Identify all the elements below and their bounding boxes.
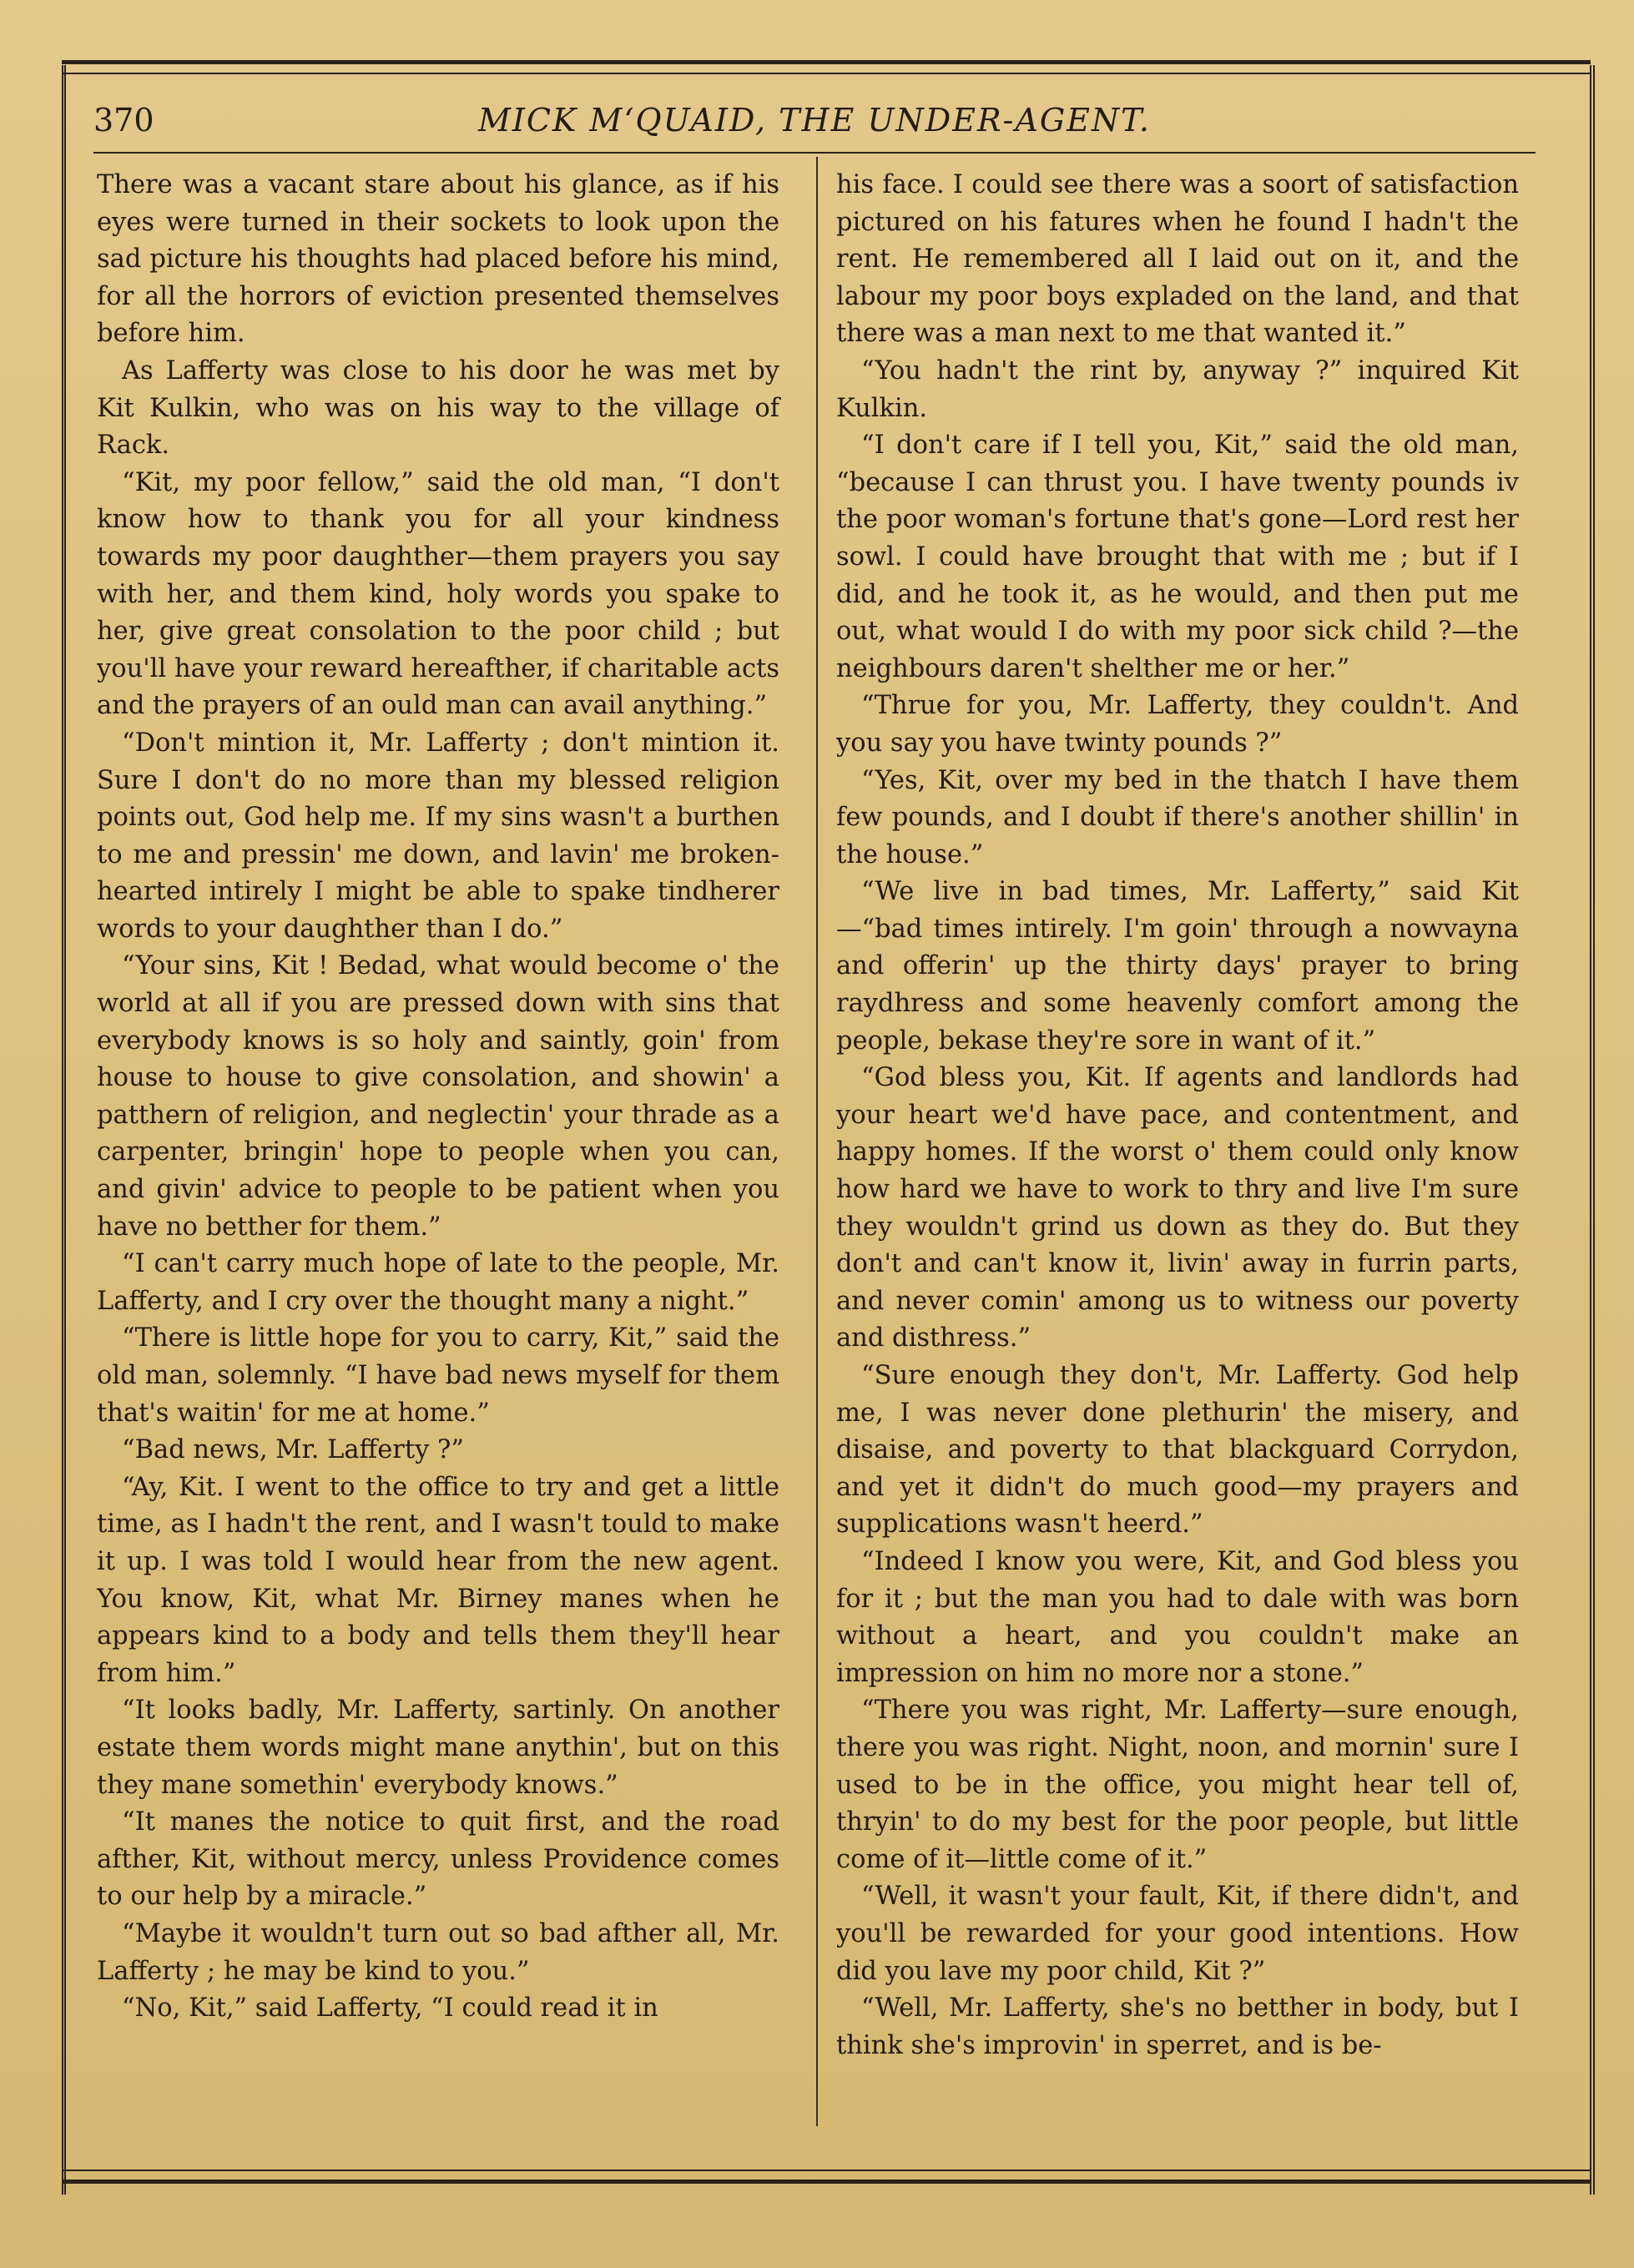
paragraph: “Bad news, Mr. Lafferty ?”	[122, 1435, 464, 1465]
paragraph: “No, Kit,” said Lafferty, “I could read it in	[122, 1993, 658, 2024]
paragraph: “Indeed I know you were, Kit, and God bless you for it ; but the man you had to dale with was born without a heart, and you couldn't make an impression on him no more nor a stone.”	[836, 1546, 1519, 1688]
paragraph: There was a vacant stare about his glance, as if his eyes were turned in their sockets to look upon the sad picture his thoughts had placed before his mind, for all the horrors of eviction presented themselves before him.	[97, 170, 779, 349]
left-column	[97, 167, 779, 2028]
paragraph: “There you was right, Mr. Lafferty—sure enough, there you was right. Night, noon, and mornin' sure I used to be in the office, you might hear tell of, thryin' to do my best for the poor people, but little come of it—little come of it.”	[836, 1696, 1519, 1874]
paragraph: his face. I could see there was a soort of satisfaction pictured on his fatures when he found I hadn't the rent. He remembered all I laid out on it, and the labour my poor boys expladed on the land, and that there was a man next to me that wanted it.”	[836, 170, 1519, 349]
paragraph: “God bless you, Kit. If agents and landlords had your heart we'd have pace, and contentment, and happy homes. If the worst o' them could only know how hard we have to work to thry and live I'm sure they wouldn't grind us down as they do. But they don't and can't know it, livin' away in furrin parts, and never comin' among us to witness our poverty and disthress.”	[836, 1063, 1519, 1353]
paragraph: “Ay, Kit. I went to the office to try and get a little time, as I hadn't the rent, and I wasn't tould to make it up. I was told I would hear from the new agent. You know, Kit, what Mr. Birney manes when he appears kind to a body and tells them they'll hear from him.”	[97, 1472, 779, 1688]
paragraph: “Yes, Kit, over my bed in the thatch I have them few pounds, and I doubt if there's another shillin' in the house.”	[836, 765, 1519, 869]
paragraph: “I don't care if I tell you, Kit,” said the old man, “because I can thrust you. I have twenty pounds iv the poor woman's fortune that's gone—Lord rest her sowl. I could have brought that with me ; but if I did, and he took it, as he would, and then put me out, what would I do with my poor sick child ?—the neighbours daren't shelther me or her.”	[836, 431, 1519, 683]
paragraph: “Thrue for you, Mr. Lafferty, they couldn't. And you say you have twinty pounds ?”	[836, 691, 1519, 758]
running-title: MICK M‘QUAID, THE UNDER-AGENT.	[477, 102, 1152, 139]
paragraph: “Don't mintion it, Mr. Lafferty ; don't mintion it. Sure I don't do no more than my blessed religion points out, God help me. If my sins wasn't a burthen to me and pressin' me down, and lavin' me broken-hearted intirely I might be able to spake tindherer words to your daughther than I do.”	[97, 728, 779, 944]
paragraph: “We live in bad times, Mr. Lafferty,” said Kit —“bad times intirely. I'm goin' through a nowvayna and offerin' up the thirty days' prayer to bring raydhress and some heavenly comfort among the people, bekase they're sore in want of it.”	[836, 877, 1519, 1056]
page-header	[93, 93, 1536, 154]
right-column	[836, 167, 1519, 2064]
column-divider	[816, 157, 818, 2126]
bottom-border-rule	[62, 2170, 1591, 2184]
paragraph: “Kit, my poor fellow,” said the old man, “I don't know how to thank you for all your kindness towards my poor daughther—them prayers you say with her, and them kind, holy words you spake to her, give great consolation to the poor child ; but you'll have your reward hereafther, if charitable acts and the prayers of an ould man can avail anything.”	[97, 467, 779, 721]
paragraph: “Well, Mr. Lafferty, she's no betther in body, but I think she's improvin' in sperret, and is be-	[836, 1993, 1519, 2060]
paragraph: “You hadn't the rint by, anyway ?” inquired Kit Kulkin.	[836, 355, 1519, 423]
paragraph: “Well, it wasn't your fault, Kit, if there didn't, and you'll be rewarded for your good intentions. How did you lave my poor child, Kit ?”	[836, 1882, 1519, 1986]
paragraph: “I can't carry much hope of late to the people, Mr. Lafferty, and I cry over the thought many a night.”	[97, 1249, 779, 1316]
paragraph: “There is little hope for you to carry, Kit,” said the old man, solemnly. “I have bad news myself for them that's waitin' for me at home.”	[97, 1323, 779, 1428]
paragraph: “It looks badly, Mr. Lafferty, sartinly. On another estate them words might mane anythin', but on this they mane somethin' everybody knows.”	[97, 1696, 779, 1800]
paragraph: “Your sins, Kit ! Bedad, what would become o' the world at all if you are pressed down with sins that everybody knows is so holy and saintly, goin' from house to house to give consolation, and showin' a patthern of religion, and neglectin' your thrade as a carpenter, bringin' hope to people when you can, and givin' advice to people to be patient when you have no betther for them.”	[97, 951, 779, 1242]
paragraph: “Maybe it wouldn't turn out so bad afther all, Mr. Lafferty ; he may be kind to you.”	[97, 1918, 779, 1986]
paragraph: As Lafferty was close to his door he was met by Kit Kulkin, who was on his way to the village of Rack.	[97, 355, 779, 461]
paragraph: “Sure enough they don't, Mr. Lafferty. God help me, I was never done plethurin' the misery, and disaise, and poverty to that blackguard Corrydon, and yet it didn't do much good—my prayers and supplications wasn't heerd.”	[836, 1361, 1519, 1540]
paragraph: “It manes the notice to quit first, and the road afther, Kit, without mercy, unless Providence comes to our help by a miracle.”	[97, 1807, 779, 1912]
page-number: 370	[93, 102, 154, 139]
